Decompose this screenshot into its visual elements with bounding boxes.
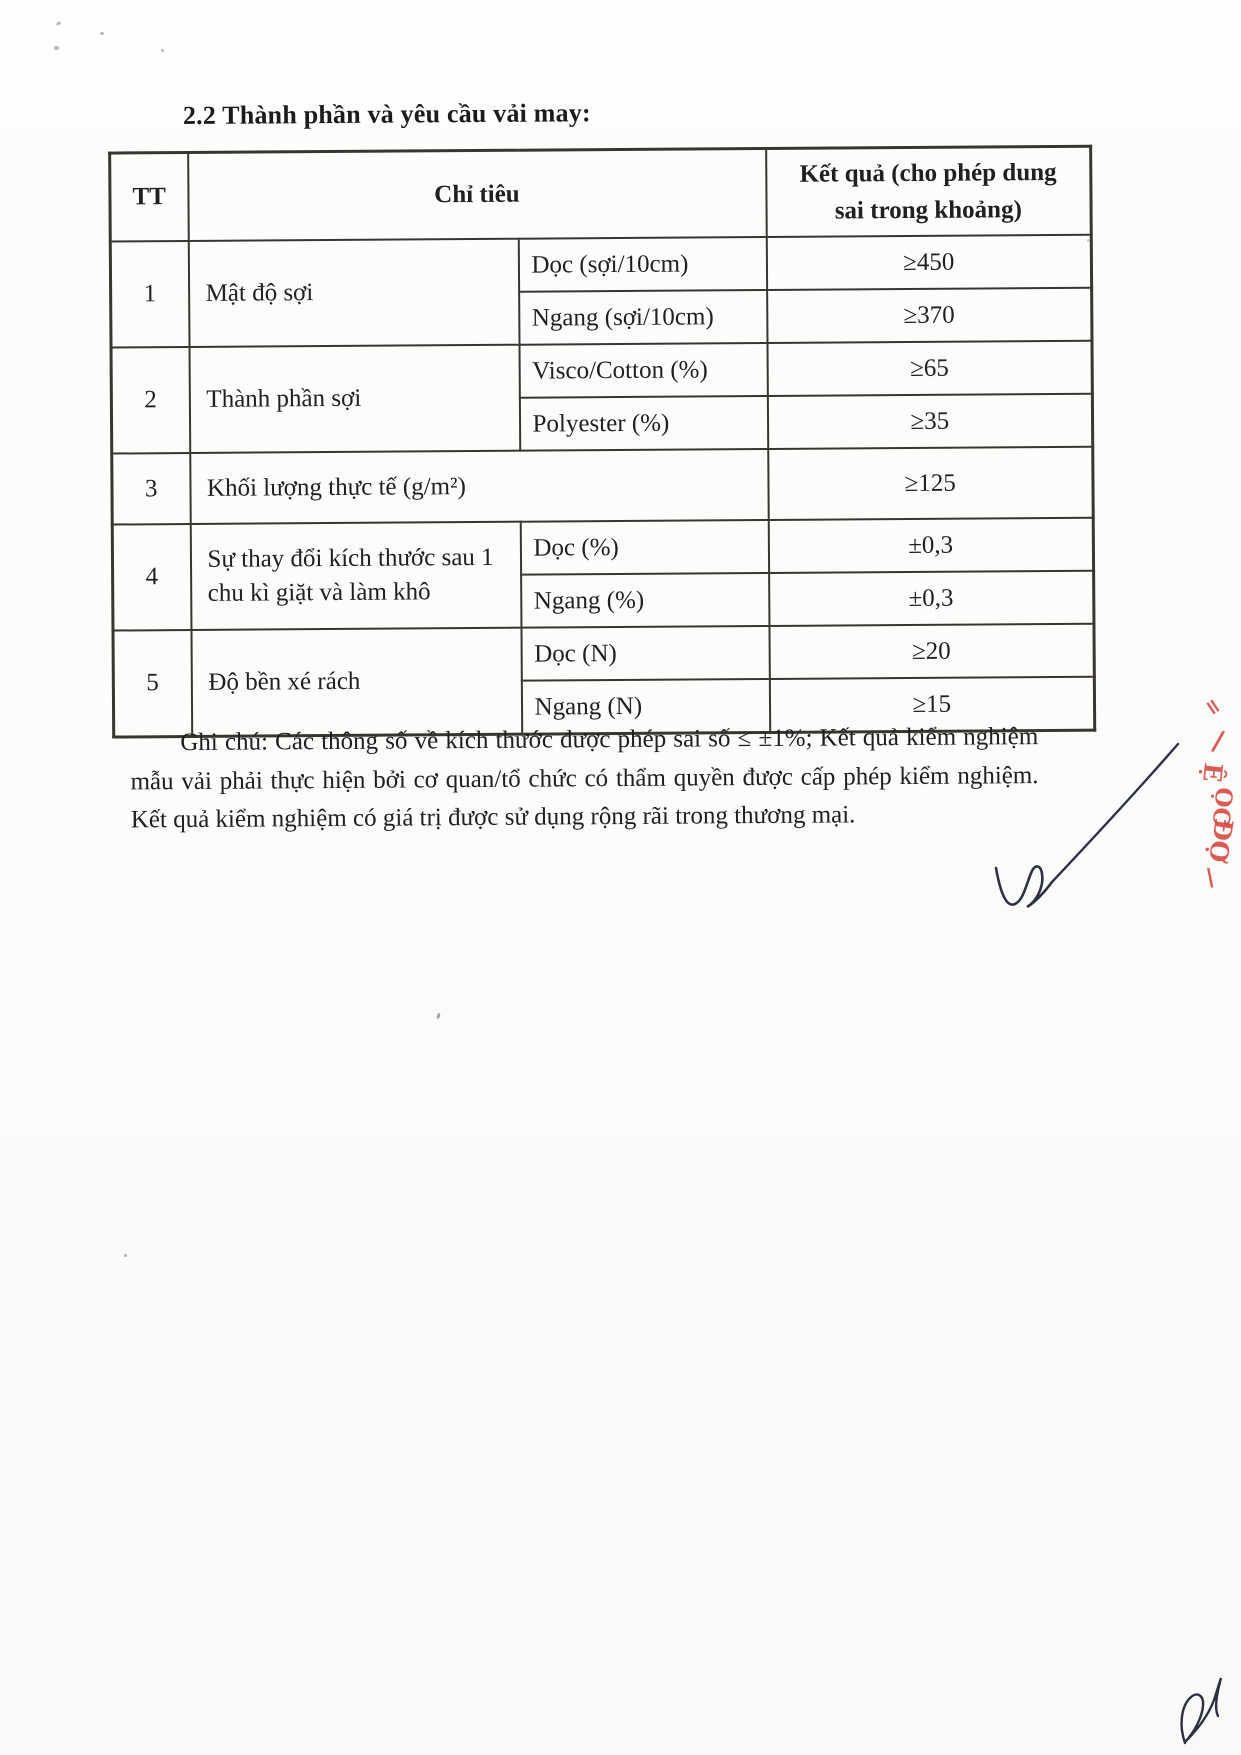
table-header-row: [110, 146, 1092, 241]
header-tt: TT: [110, 153, 189, 242]
cell-value: ±0,3: [768, 518, 1093, 573]
cell-measure: Visco/Cotton (%): [519, 343, 767, 398]
cell-measure: Ngang (N): [521, 679, 769, 734]
stamp-fragment: =: [1198, 692, 1230, 721]
cell-measure: Polyester (%): [519, 396, 767, 451]
cell-measure: Dọc (N): [521, 626, 769, 681]
stamp-fragment: Ệ: [1197, 761, 1228, 784]
cell-value: ≥65: [767, 341, 1092, 396]
cell-tt: 3: [112, 453, 190, 525]
spec-table: [108, 145, 1096, 739]
cell-value: ≥35: [767, 394, 1092, 449]
cell-criteria-name: Sự thay đổi kích thước sau 1 chu kì giặt và làm khô: [190, 522, 521, 630]
table-row: [111, 341, 1092, 401]
stamp-fragment: /: [1209, 725, 1226, 758]
cell-measure: Ngang (sợi/10cm): [519, 290, 767, 345]
table-row: [113, 624, 1094, 684]
cell-value: ≥20: [769, 624, 1094, 679]
header-result: Kết quả (cho phép dung sai trong khoảng): [766, 146, 1092, 237]
cell-value: ≥450: [766, 235, 1091, 290]
table-row: [112, 447, 1093, 525]
cell-criteria-name: Độ bền xé rách: [191, 628, 522, 737]
stamp-fragment: ĐỢ: [1203, 816, 1239, 865]
cell-value: ±0,3: [769, 571, 1094, 626]
cell-criteria-name: Mật độ sợi: [188, 239, 519, 347]
cell-tt: 2: [111, 347, 190, 454]
cell-value: ≥125: [768, 447, 1093, 520]
cell-value: ≥15: [769, 677, 1094, 733]
table-row: [110, 235, 1091, 295]
cell-measure: Ngang (%): [521, 573, 769, 628]
cell-measure: Dọc (%): [520, 520, 768, 575]
stamp-fragment: ỌC: [1206, 786, 1238, 827]
cell-measure: Dọc (sợi/10cm): [518, 237, 766, 292]
cell-tt: 4: [112, 524, 191, 631]
cell-criteria-name: Khối lượng thực tế (g/m²): [190, 449, 768, 524]
scan-speck: [100, 32, 104, 35]
stamp-fragment: \: [1204, 863, 1216, 892]
note-paragraph: Ghi chú: Các thông số về kích thước được phép sai số ≤ ±1%; Kết quả kiểm nghiệm mẫu vải phải thực hiện bởi cơ quan/tổ chức có thẩm quyền được cấp phép kiểm nghiệm. Kết quả kiểm nghiệm có giá trị được sử dụng rộng rãi trong thương mại.: [130, 723, 1039, 834]
table-row: [112, 518, 1093, 578]
cell-value: ≥370: [767, 288, 1092, 343]
cell-tt: 1: [110, 241, 189, 348]
cell-tt: 5: [113, 630, 192, 737]
cell-criteria-name: Thành phần sợi: [189, 345, 520, 453]
header-criteria: Chỉ tiêu: [188, 148, 767, 241]
scan-speck: [161, 49, 164, 52]
section-title: 2.2 Thành phần và yêu cầu vải may:: [182, 98, 591, 131]
scan-speck: [1087, 239, 1090, 242]
scan-speck: [54, 46, 59, 50]
scan-speck: [124, 1254, 127, 1257]
